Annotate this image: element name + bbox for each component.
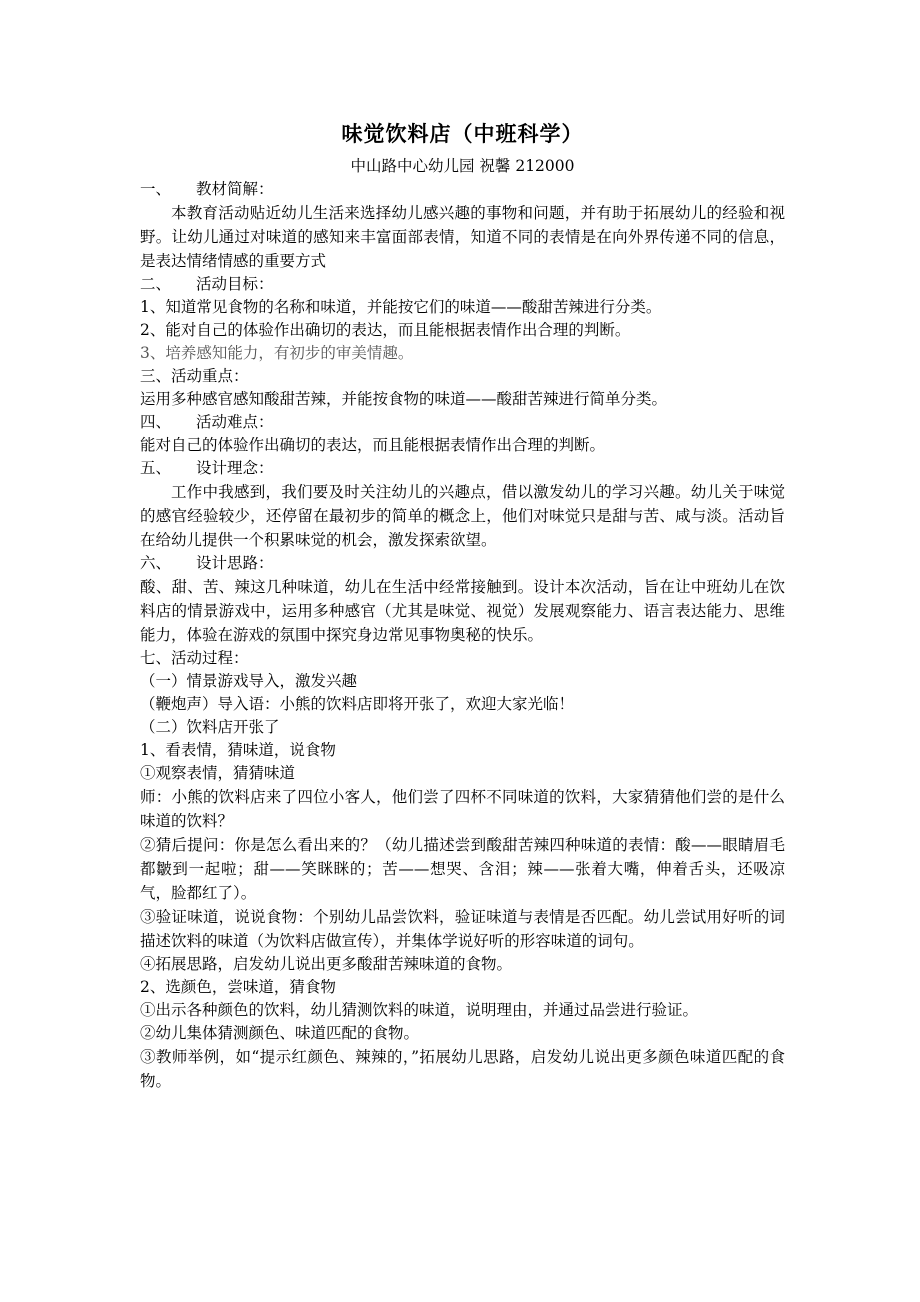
process-step: ②幼儿集体猜测颜色、味道匹配的食物。: [140, 1024, 420, 1042]
goal-item-2: 2、能对自己的体验作出确切的表达，而且能根据表情作出合理的判断。: [140, 321, 631, 339]
section-heading-3: 三、活动重点：: [140, 367, 249, 385]
section-label: 活动难点：: [196, 413, 274, 431]
section-number: 二、: [140, 275, 172, 293]
process-step: （二）饮料店开张了: [140, 718, 280, 736]
document-page: [140, 118, 785, 1093]
section-body-1: 本教育活动贴近幼儿生活来选择幼儿感兴趣的事物和问题，并有助于拓展幼儿的经验和视野。让幼儿通过对味道的感知来丰富面部表情，知道不同的表情是在向外界传递不同的信息，是表达情绪情感的重要方式: [140, 204, 785, 270]
section-label: 设计理念：: [196, 459, 274, 477]
process-step: ④拓展思路，启发幼儿说出更多酸甜苦辣味道的食物。: [140, 955, 513, 973]
section-body-6: 酸、甜、苦、辣这几种味道，幼儿在生活中经常接触到。设计本次活动，旨在让中班幼儿在饮料店的情景游戏中，运用多种感官（尤其是味觉、视觉）发展观察能力、语言表达能力、思维能力，体验在游戏的氛围中探究身边常见事物奥秘的快乐。: [140, 578, 785, 644]
goal-item-3: 3、培养感知能力，有初步的审美情趣。: [140, 344, 414, 362]
section-label: 设计思路：: [196, 554, 274, 572]
section-heading-2: [140, 273, 785, 296]
section-label: 教材简解：: [196, 180, 274, 198]
section-heading-7: 七、活动过程：: [140, 649, 249, 667]
section-heading-6: [140, 552, 785, 575]
section-body-4: 能对自己的体验作出确切的表达，而且能根据表情作出合理的判断。: [140, 436, 606, 454]
process-step: 2、选颜色，尝味道，猜食物: [140, 978, 336, 996]
section-heading-1: [140, 178, 785, 201]
document-title: 味觉饮料店（中班科学）: [341, 122, 584, 146]
goal-item-1: 1、知道常见食物的名称和味道，并能按它们的味道——酸甜苦辣进行分类。: [140, 298, 662, 316]
process-step: ②猜后提问：你是怎么看出来的？（幼儿描述尝到酸甜苦辣四种味道的表情：酸——眼睛眉毛都皺到一起啦；甜——笑眯眯的；苦——想哭、含泪；辣——张着大嘴，伸着舌头，还吸凉气，脸都红了）。: [140, 836, 785, 902]
section-heading-4: [140, 411, 785, 434]
section-label: 活动目标：: [196, 275, 274, 293]
section-number: 六、: [140, 554, 172, 572]
process-step: （鞭炮声）导入语：小熊的饮料店即将开张了，欢迎大家光临！: [140, 695, 575, 713]
process-step: ①观察表情，猜猜味道: [140, 764, 296, 782]
process-step: ①出示各种颜色的饮料，幼儿猜测饮料的味道，说明理由，并通过品尝进行验证。: [140, 1001, 699, 1019]
section-body-5: 工作中我感到，我们要及时关注幼儿的兴趣点，借以激发幼儿的学习兴趣。幼儿关于味觉的感官经验较少，还停留在最初步的简单的概念上，他们对味觉只是甜与苦、咸与淡。活动旨在给幼儿提供一个积累味觉的机会，激发探索欲望。: [140, 483, 785, 549]
section-number: 五、: [140, 459, 172, 477]
section-number: 一、: [140, 180, 172, 198]
section-heading-5: [140, 457, 785, 480]
document-subtitle: 中山路中心幼儿园 祝馨 212000: [350, 157, 575, 175]
section-body-3: 运用多种感官感知酸甜苦辣，并能按食物的味道——酸甜苦辣进行简单分类。: [140, 390, 668, 408]
process-step: （一）情景游戏导入，激发兴趣: [140, 672, 358, 690]
process-step: 1、看表情，猜味道，说食物: [140, 741, 336, 759]
section-number: 四、: [140, 413, 172, 431]
process-step: ③验证味道，说说食物：个别幼儿品尝饮料，验证味道与表情是否匹配。幼儿尝试用好听的词描述饮料的味道（为饮料店做宣传），并集体学说好听的形容味道的词句。: [140, 908, 785, 950]
process-step: 师：小熊的饮料店来了四位小客人，他们尝了四杯不同味道的饮料，大家猜猜他们尝的是什么味道的饮料？: [140, 788, 785, 830]
process-step: ③教师举例，如“提示红颜色、辣辣的，”拓展幼儿思路，启发幼儿说出更多颜色味道匹配的食物。: [140, 1048, 785, 1090]
